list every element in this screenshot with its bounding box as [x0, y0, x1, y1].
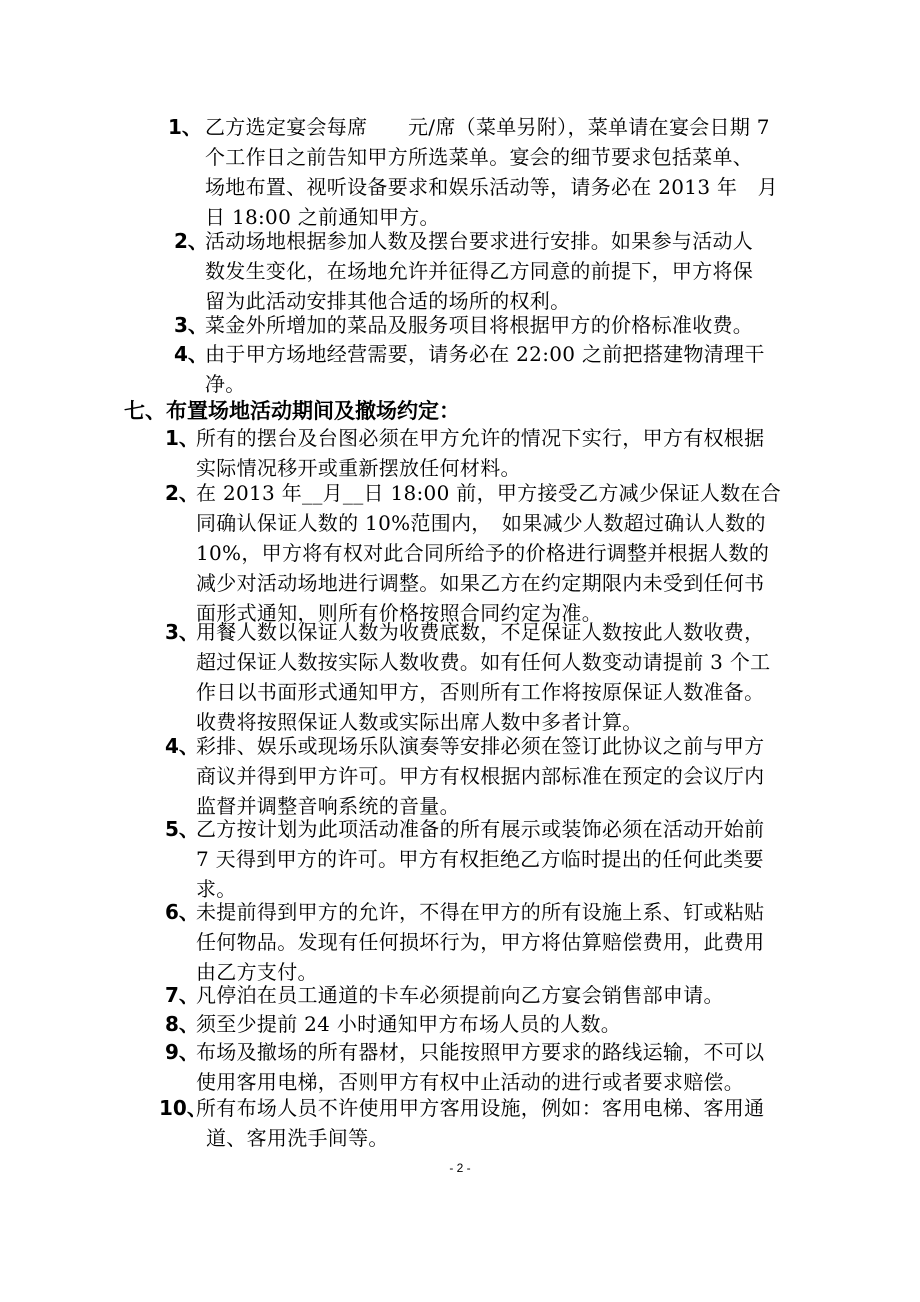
- item-number: 1、: [168, 115, 202, 139]
- item-number: 9、: [165, 1040, 199, 1064]
- item-text-line: 由乙方支付。: [196, 960, 318, 984]
- list-item: [174, 226, 754, 316]
- item-text-line: 任何物品。发现有任何损坏行为，甲方将估算赔偿费用，此费用: [196, 930, 765, 954]
- list-item: [165, 980, 724, 1010]
- list-item: [165, 423, 765, 483]
- item-number: 6、: [165, 900, 199, 924]
- list-item: [165, 617, 771, 737]
- item-number: 3、: [165, 620, 199, 644]
- item-text-line: 求。: [196, 877, 237, 901]
- item-text-line: 凡停泊在员工通道的卡车必须提前向乙方宴会销售部申请。: [196, 983, 724, 1007]
- item-text-line: 未提前得到甲方的允许，不得在甲方的所有设施上系、钉或粘贴: [196, 900, 765, 924]
- item-text-line: 彩排、娱乐或现场乐队演奏等安排必须在签订此协议之前与甲方: [196, 734, 765, 758]
- list-item: [165, 1009, 622, 1039]
- item-number: 4、: [174, 342, 208, 366]
- item-text-line: 使用客用电梯，否则甲方有权中止活动的进行或者要求赔偿。: [196, 1070, 745, 1094]
- list-item: [165, 478, 782, 628]
- list-item: [165, 814, 765, 904]
- item-text-line: 活动场地根据参加人数及摆台要求进行安排。如果参与活动人: [205, 229, 754, 253]
- item-text-line: 道、客用洗手间等。: [206, 1126, 389, 1150]
- item-number: 7、: [165, 983, 199, 1007]
- item-text-line: 日 18:00 之前通知甲方。: [205, 205, 440, 229]
- item-text-line: 乙方选定宴会每席 元/席（菜单另附），菜单请在宴会日期 7: [205, 115, 770, 139]
- list-item: [165, 1037, 765, 1097]
- item-text-line: 所有布场人员不许使用甲方客用设施，例如：客用电梯、客用通: [196, 1096, 765, 1120]
- item-text-line: 7 天得到甲方的许可。甲方有权拒绝乙方临时提出的任何此类要: [196, 847, 764, 871]
- item-text-line: 个工作日之前告知甲方所选菜单。宴会的细节要求包括菜单、: [205, 145, 754, 169]
- item-text-line: 净。: [205, 372, 246, 396]
- page-number: - 2 -: [449, 1161, 471, 1175]
- item-text-line: 布场及撤场的所有器材，只能按照甲方要求的路线运输，不可以: [196, 1040, 765, 1064]
- item-text-line: 场地布置、视听设备要求和娱乐活动等，请务必在 2013 年 月: [205, 175, 778, 199]
- item-text-line: 10%，甲方将有权对此合同所给予的价格进行调整并根据人数的: [196, 541, 770, 565]
- list-item: [174, 339, 765, 399]
- item-text-line: 实际情况移开或重新摆放任何材料。: [196, 456, 521, 480]
- item-text-line: 同确认保证人数的 10%范围内， 如果减少人数超过确认人数的: [196, 511, 766, 535]
- item-text-line: 商议并得到甲方许可。甲方有权根据内部标准在预定的会议厅内: [196, 764, 765, 788]
- item-number: 3、: [174, 313, 208, 337]
- item-text-line: 菜金外所增加的菜品及服务项目将根据甲方的价格标准收费。: [205, 313, 754, 337]
- item-number: 8、: [165, 1012, 199, 1036]
- item-number: 2、: [165, 481, 199, 505]
- item-text-line: 须至少提前 24 小时通知甲方布场人员的人数。: [196, 1012, 622, 1036]
- section-heading: 七、布置场地活动期间及撤场约定：: [124, 399, 460, 423]
- list-item: [165, 897, 765, 987]
- item-text-line: 收费将按照保证人数或实际出席人数中多者计算。: [196, 710, 643, 734]
- item-number: 2、: [174, 229, 208, 253]
- list-item: [168, 112, 778, 232]
- item-text-line: 减少对活动场地进行调整。如果乙方在约定期限内未受到任何书: [196, 571, 765, 595]
- list-item: [174, 310, 754, 340]
- item-text-line: 留为此活动安排其他合适的场所的权利。: [205, 289, 571, 313]
- list-item: [165, 731, 765, 821]
- item-text-line: 超过保证人数按实际人数收费。如有任何人数变动请提前 3 个工: [196, 650, 771, 674]
- item-text-line: 监督并调整音响系统的音量。: [196, 794, 460, 818]
- item-text-line: 乙方按计划为此项活动准备的所有展示或装饰必须在活动开始前: [196, 817, 765, 841]
- item-text-line: 所有的摆台及台图必须在甲方允许的情况下实行，甲方有权根据: [196, 426, 765, 450]
- item-number: 4、: [165, 734, 199, 758]
- item-text-line: 面形式通知，则所有价格按照合同约定为准。: [196, 601, 602, 625]
- item-text-line: 在 2013 年__月__日 18:00 前，甲方接受乙方减少保证人数在合: [196, 481, 782, 505]
- item-text-line: 数发生变化，在场地允许并征得乙方同意的前提下，甲方将保: [205, 259, 754, 283]
- item-number: 10、: [159, 1096, 207, 1120]
- item-text-line: 由于甲方场地经营需要，请务必在 22:00 之前把搭建物清理干: [205, 342, 765, 366]
- item-text-line: 用餐人数以保证人数为收费底数，不足保证人数按此人数收费，: [196, 620, 765, 644]
- item-number: 5、: [165, 817, 199, 841]
- list-item: [159, 1093, 765, 1153]
- item-text-line: 作日以书面形式通知甲方，否则所有工作将按原保证人数准备。: [196, 680, 765, 704]
- item-number: 1、: [165, 426, 199, 450]
